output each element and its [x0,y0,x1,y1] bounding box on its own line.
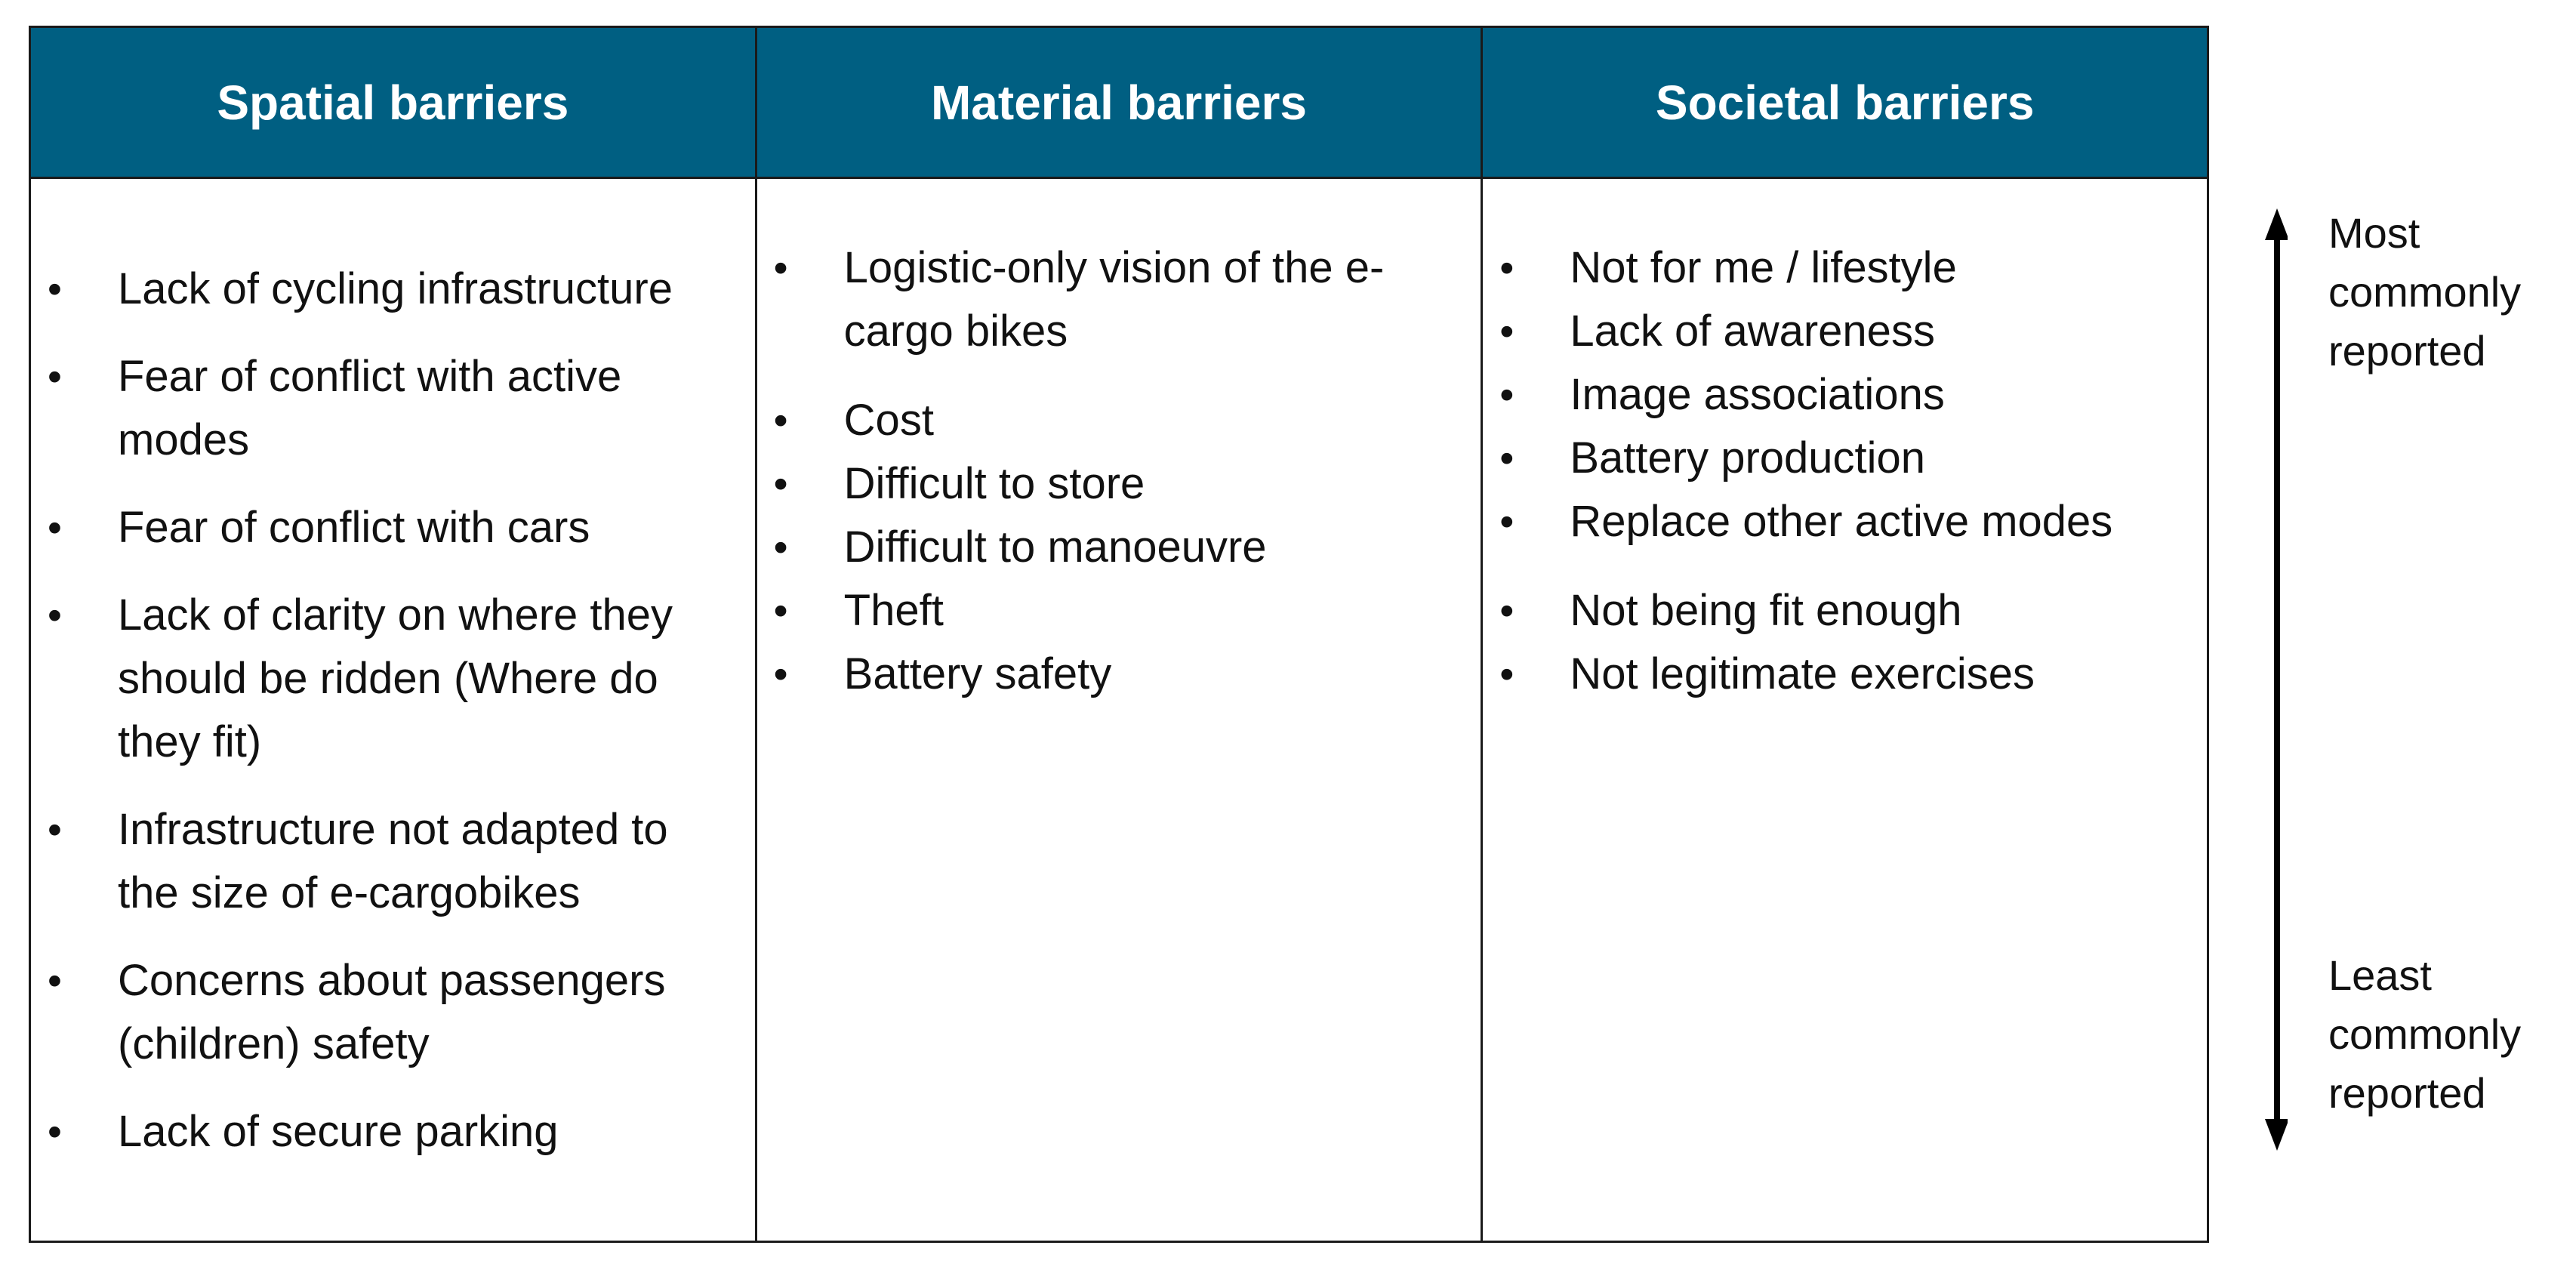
list-item: • Not being fit enough [1483,579,2207,643]
frequency-scale [2242,204,2574,1155]
list-item: • Theft [757,579,1481,643]
list-item: • Infrastructure not adapted to the size of e-cargobikes [31,798,755,925]
column-body-material [757,179,1481,1241]
spatial-barrier-list [31,257,755,1188]
column-heading-spatial: Spatial barriers [31,28,755,179]
material-barrier-list [757,236,1481,706]
list-item: • Lack of cycling infrastructure [31,257,755,321]
list-item: • Fear of conflict with cars [31,496,755,560]
column-heading-societal: Societal barriers [1483,28,2207,179]
column-societal-barriers [1483,28,2207,1241]
list-item: • Battery safety [757,643,1481,706]
societal-barrier-list [1483,236,2207,706]
list-item: • Lack of clarity on where they should be ridden (Where do they fit) [31,584,755,774]
column-spatial-barriers [31,28,757,1241]
list-item: • Battery production [1483,427,2207,490]
list-item: • Cost [757,389,1481,452]
list-item: • Lack of awareness [1483,300,2207,363]
scale-label-most: Most commonly reported [2328,209,2522,375]
list-item: • Image associations [1483,363,2207,427]
scale-label-least: Least commonly reported [2328,951,2522,1117]
column-heading-material: Material barriers [757,28,1481,179]
list-item: • Not legitimate exercises [1483,643,2207,706]
column-material-barriers [757,28,1484,1241]
list-item: • Difficult to manoeuvre [757,516,1481,579]
list-item: • Not for me / lifestyle [1483,236,2207,300]
column-body-societal [1483,179,2207,1241]
list-item: • Fear of conflict with active modes [31,345,755,472]
list-item: • Logistic-only vision of the e-cargo bikes [757,236,1481,363]
barriers-table [29,26,2209,1243]
list-item: • Lack of secure parking [31,1100,755,1164]
column-body-spatial [31,179,755,1241]
list-item: • Replace other active modes [1483,490,2207,553]
double-arrow-icon [2242,204,2288,1155]
list-item: • Difficult to store [757,452,1481,516]
list-item: • Concerns about passengers (children) safety [31,949,755,1076]
